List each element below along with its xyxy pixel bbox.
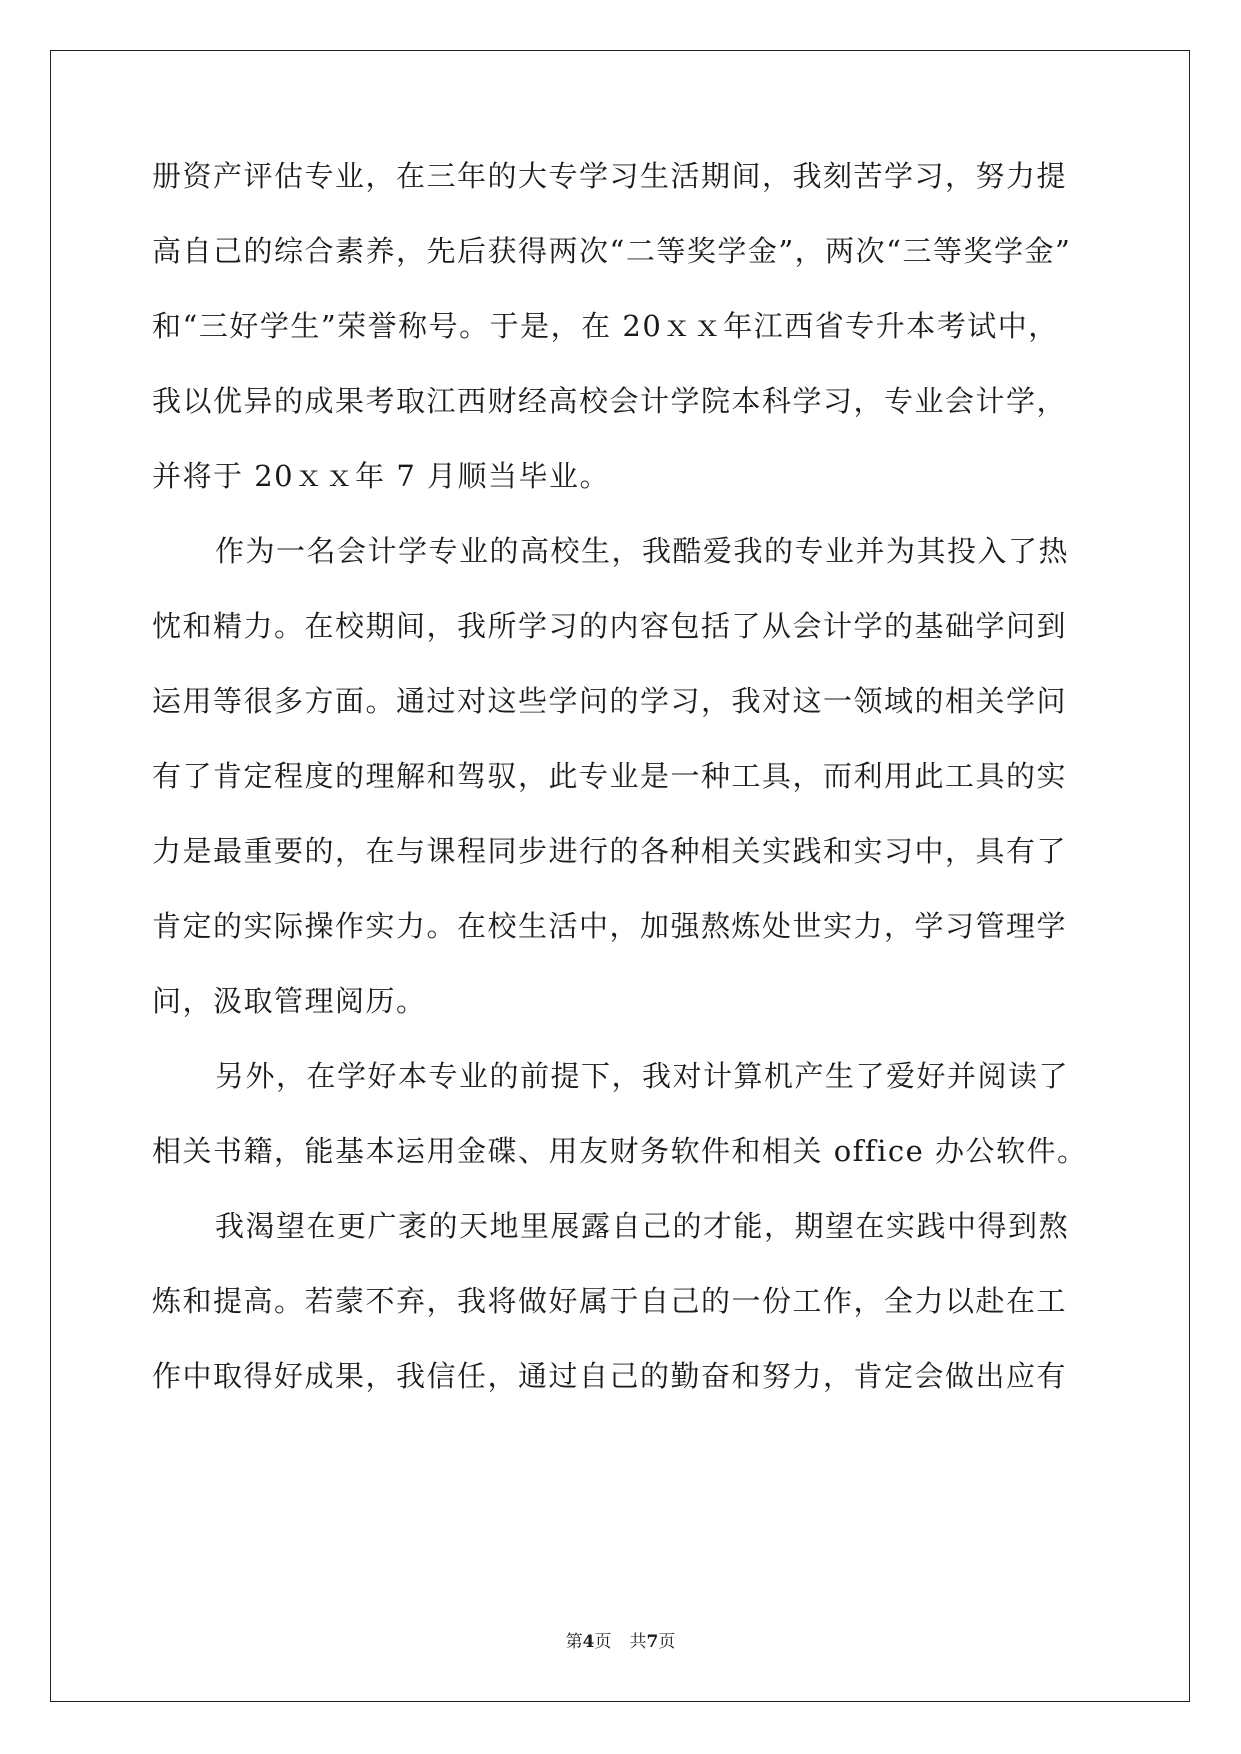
page-suffix: 页 (594, 1632, 612, 1652)
text-line: 运用等很多方面。通过对这些学问的学习，我对这一领域的相关学问 (152, 684, 1068, 718)
paragraph-start-line: 我渴望在更广袤的天地里展露自己的才能，期望在实践中得到熬 (215, 1209, 1070, 1243)
total-page-number: 7 (646, 1632, 659, 1652)
text-line: 册资产评估专业，在三年的大专学习生活期间，我刻苦学习，努力提 (152, 159, 1068, 193)
text-line: 肯定的实际操作实力。在校生活中，加强熬炼处世实力，学习管理学 (152, 909, 1068, 943)
text-line: 力是最重要的，在与课程同步进行的各种相关实践和实习中，具有了 (152, 834, 1068, 868)
page-border (50, 50, 1190, 1702)
text-line: 和“三好学生”荣誉称号。于是，在 20ｘｘ年江西省专升本考试中， (152, 309, 1059, 343)
text-line: 忱和精力。在校期间，我所学习的内容包括了从会计学的基础学问到 (152, 609, 1068, 643)
text-line: 高自己的综合素养，先后获得两次“二等奖学金”，两次“三等奖学金” (152, 234, 1072, 268)
text-line: 作中取得好成果，我信任，通过自己的勤奋和努力，肯定会做出应有 (152, 1359, 1068, 1393)
text-line: 并将于 20ｘｘ年 7 月顺当毕业。 (152, 459, 611, 493)
page-footer (0, 1627, 1241, 1652)
paragraph-start-line: 作为一名会计学专业的高校生，我酷爱我的专业并为其投入了热 (215, 534, 1070, 568)
total-suffix: 页 (658, 1632, 676, 1652)
total-prefix: 共 (629, 1632, 647, 1652)
page-prefix: 第 (565, 1632, 583, 1652)
paragraph-start-line: 另外，在学好本专业的前提下，我对计算机产生了爱好并阅读了 (215, 1059, 1070, 1093)
text-line: 问，汲取管理阅历。 (152, 984, 427, 1018)
text-line: 相关书籍，能基本运用金碟、用友财务软件和相关 office 办公软件。 (152, 1134, 1088, 1168)
current-page-number: 4 (582, 1632, 595, 1652)
text-line: 我以优异的成果考取江西财经高校会计学院本科学习，专业会计学， (152, 384, 1068, 418)
text-line: 炼和提高。若蒙不弃，我将做好属于自己的一份工作，全力以赴在工 (152, 1284, 1068, 1318)
text-line: 有了肯定程度的理解和驾驭，此专业是一种工具，而利用此工具的实 (152, 759, 1068, 793)
